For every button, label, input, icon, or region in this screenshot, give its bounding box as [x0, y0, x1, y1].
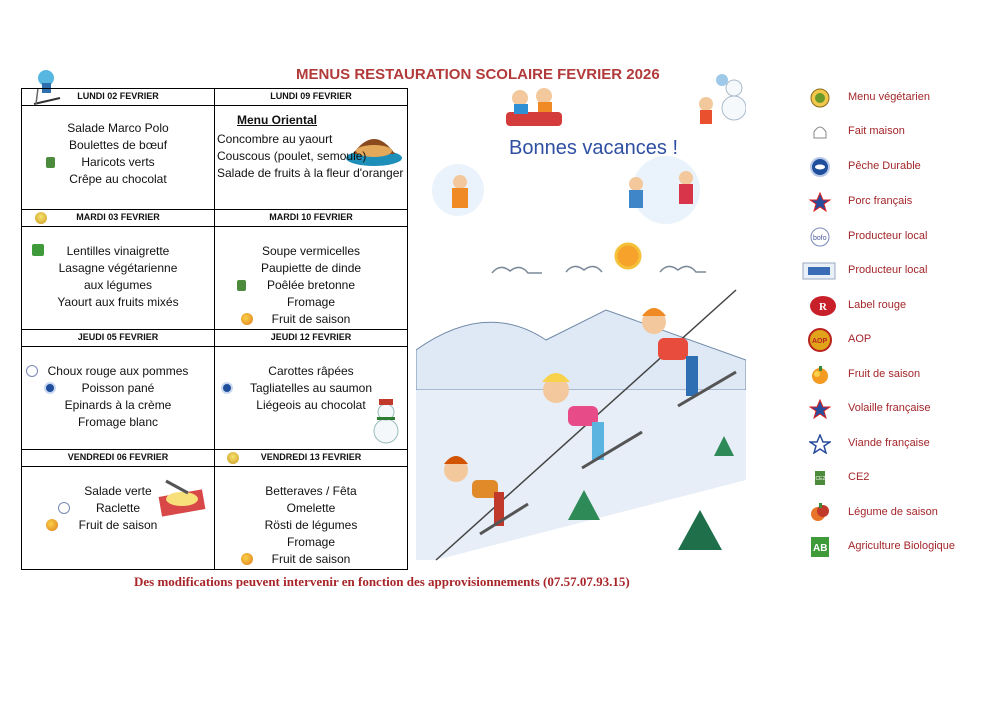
dish: Fruit de saison [271, 552, 351, 566]
dish: Fromage blanc [77, 415, 159, 429]
dish: Soupe vermicelles [261, 244, 361, 258]
day-header: LUNDI 09 FEVRIER [215, 89, 408, 106]
dish: Salade de fruits à la fleur d'oranger [217, 166, 404, 180]
legend-item [800, 294, 990, 318]
dish: Raclette [95, 501, 141, 515]
menu-table [21, 88, 408, 570]
fruit-saison-icon [46, 519, 58, 531]
legend-item [800, 259, 990, 283]
dish-row [22, 380, 214, 397]
dish: Carottes râpées [268, 364, 354, 378]
dish-row [22, 154, 214, 171]
legend-item [800, 535, 990, 559]
dish: Betteraves / Fêta [265, 484, 357, 498]
raclette-icon [154, 475, 210, 519]
dish: Poisson pané [81, 381, 155, 395]
day-cell [22, 106, 215, 210]
day-header-cell [215, 450, 408, 467]
peche-durable-icon [44, 382, 56, 394]
dish: Tagliatelles au saumon [249, 381, 373, 395]
menu-subtitle: Menu Oriental [237, 113, 318, 127]
day-cell [215, 467, 408, 570]
agriculture-bio-icon [808, 537, 832, 557]
vacances-text: Bonnes vacances ! [509, 137, 678, 159]
dish: Lentilles vinaigrette [66, 244, 170, 258]
dish: Yaourt aux fruits mixés [57, 295, 179, 309]
legend-label: Volaille française [848, 402, 931, 414]
fruit-saison-icon [808, 365, 832, 385]
page-title: MENUS RESTAURATION SCOLAIRE FEVRIER 2026 [296, 66, 660, 83]
dish: Paupiette de dinde [260, 261, 362, 275]
kid-snow-icon [432, 164, 484, 216]
legend-item [800, 397, 990, 421]
dish-row [22, 363, 214, 380]
dish: Haricots verts [81, 155, 155, 169]
legend-label: Menu végétarien [848, 91, 930, 103]
legend-label: Producteur local [848, 230, 928, 242]
aop-icon [808, 330, 832, 350]
label-rouge-text: R [819, 301, 827, 313]
legend-label: AOP [848, 333, 872, 345]
legend-label: Label rouge [848, 299, 907, 311]
legend-label: Viande française [848, 437, 930, 449]
legend-label: Pêche Durable [848, 160, 921, 172]
vegetarian-icon [227, 452, 239, 464]
legend-item [800, 363, 990, 387]
legume-saison-icon [808, 503, 832, 523]
dish: Crêpe au chocolat [69, 172, 167, 186]
producteur-local-icon [58, 502, 70, 514]
dish: Lasagne végétarienne [58, 261, 178, 275]
legend-item [800, 155, 990, 179]
dish: Concombre au yaourt [217, 132, 333, 146]
fruit-saison-icon [241, 313, 253, 325]
dish: Choux rouge aux pommes [47, 364, 189, 378]
legend-label: Agriculture Biologique [848, 540, 956, 552]
dish: Salade Marco Polo [67, 121, 169, 135]
legend-label: Fruit de saison [848, 368, 921, 380]
legend-label: CE2 [848, 471, 870, 483]
dish: Salade verte [84, 484, 152, 498]
dish: Fruit de saison [78, 518, 158, 532]
vegetarian-icon [808, 88, 832, 108]
legend-item [800, 120, 990, 144]
day-header: MARDI 10 FEVRIER [215, 210, 408, 227]
snowman-icon [369, 397, 403, 445]
legend-label: Légume de saison [848, 506, 938, 518]
dish: Boulettes de bœuf [68, 138, 168, 152]
porc-francais-icon [808, 192, 832, 212]
producteur-local-icon [808, 227, 832, 247]
viande-francaise-icon [808, 434, 832, 454]
legend-item [800, 466, 990, 490]
bofo-text: bofo [813, 235, 827, 242]
legend-item [800, 190, 990, 214]
snowman-kids-icon [699, 74, 746, 124]
ce2-icon [808, 468, 832, 488]
dish: Couscous (poulet, semoule) [217, 149, 367, 163]
legend-item [800, 501, 990, 525]
dish: aux légumes [83, 278, 153, 292]
sun-icon [616, 244, 640, 268]
ce2-icon [237, 280, 246, 291]
dish-row [22, 517, 214, 534]
day-header: VENDREDI 06 FEVRIER [22, 450, 215, 467]
day-header: VENDREDI 13 FEVRIER [260, 452, 362, 462]
legend-label: Fait maison [848, 125, 905, 137]
day-cell [22, 467, 215, 570]
label-rouge-icon [808, 296, 838, 316]
legend-item [800, 432, 990, 456]
day-header-cell [22, 210, 215, 227]
day-cell [215, 227, 408, 330]
legend-item [800, 86, 990, 110]
day-header: JEUDI 05 FEVRIER [22, 330, 215, 347]
dish: Fruit de saison [271, 312, 351, 326]
volaille-francaise-icon [808, 399, 832, 419]
kids-playing-icon [629, 156, 700, 224]
day-cell [215, 106, 408, 210]
day-header: MARDI 03 FEVRIER [76, 212, 160, 222]
legend-item [800, 225, 990, 249]
sled-kids-icon [506, 88, 562, 126]
peche-durable-icon [808, 157, 832, 177]
day-cell [215, 347, 408, 450]
fait-maison-icon [808, 122, 832, 142]
legend-label: Producteur local [848, 264, 928, 276]
vegetarian-icon [35, 212, 47, 224]
dish: Rösti de légumes [264, 518, 358, 532]
winter-illustration [416, 60, 746, 570]
peche-durable-icon [221, 382, 233, 394]
dish: Liégeois au chocolat [256, 398, 366, 412]
aop-text: AOP [812, 338, 828, 345]
producteur-local-icon [26, 365, 38, 377]
dish: Fromage [286, 295, 336, 309]
ce2-icon [46, 157, 55, 168]
dish: Omelette [286, 501, 336, 515]
dish: Fromage [286, 535, 336, 549]
day-header: JEUDI 12 FEVRIER [215, 330, 408, 347]
day-cell [22, 227, 215, 330]
dish: Epinards à la crème [64, 398, 172, 412]
bio-text: AB [813, 543, 828, 554]
notice-text: Des modifications peuvent intervenir en fonction des approvisionnements (07.57.07.93.15) [134, 574, 630, 589]
day-header: LUNDI 02 FEVRIER [22, 89, 215, 106]
dish: Poêlée bretonne [266, 278, 356, 292]
dish-row [215, 277, 407, 294]
producteur-local-2-icon [802, 261, 836, 281]
dish-row [215, 311, 407, 328]
day-cell [22, 347, 215, 450]
dish-row [215, 551, 407, 568]
legend-label: Porc français [848, 195, 913, 207]
legend-item [800, 328, 990, 352]
ce2-text: CE2 [815, 476, 826, 482]
fruit-saison-icon [241, 553, 253, 565]
dish-row [215, 380, 407, 397]
